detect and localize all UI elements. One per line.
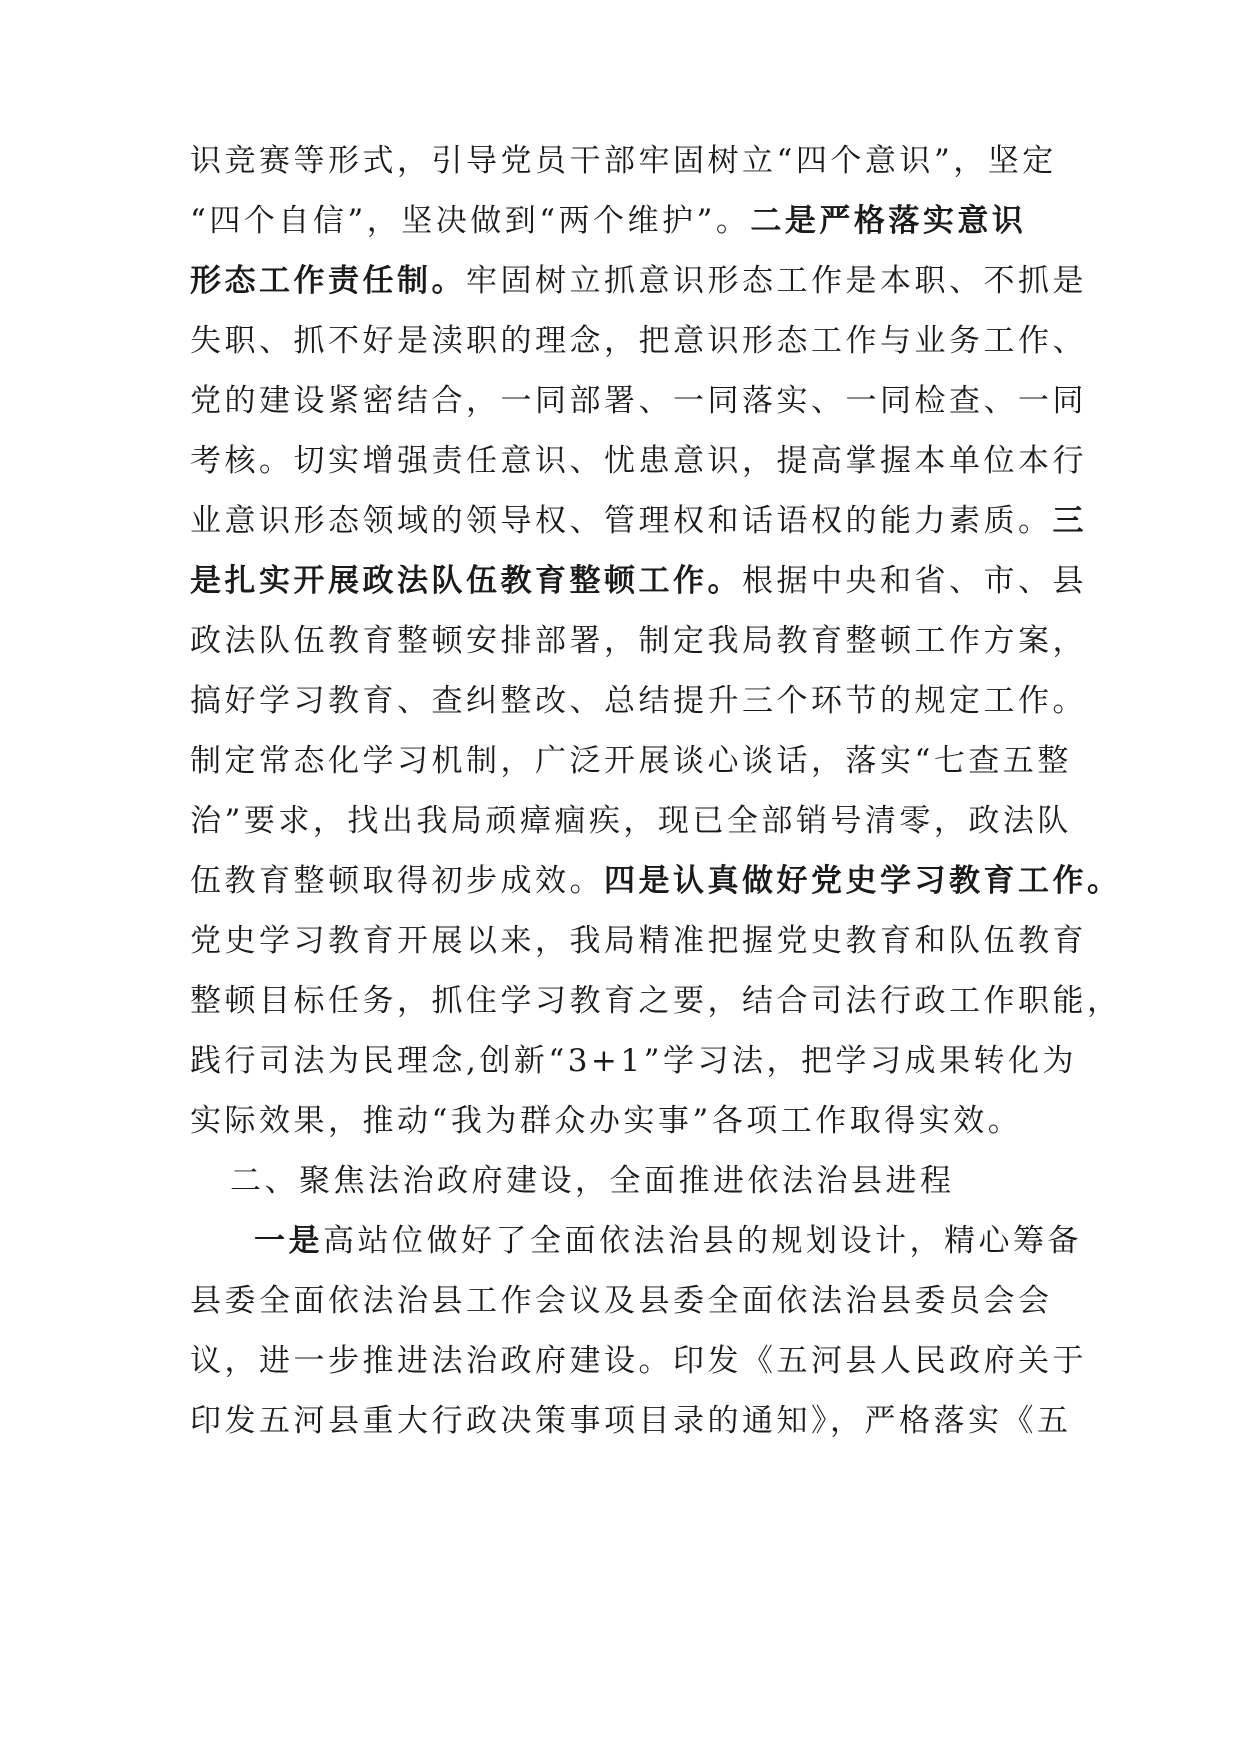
- text-line: [190, 491, 1087, 551]
- text-segment: “四个自信”，坚决做到“两个维护”。: [190, 203, 751, 239]
- text-line: [190, 191, 1052, 251]
- section-heading: 二、聚焦法治政府建设，全面推进依法治县进程: [230, 1163, 955, 1199]
- text-segment: 践行司法为民理念,创新“3+1”学习法，把学习成果转化为: [190, 1043, 1077, 1079]
- text-segment: 整顿目标任务，抓住学习教育之要，结合司法行政工作职能，: [190, 983, 1122, 1019]
- bold-text-segment: 形态工作责任制。: [190, 263, 466, 299]
- text-segment: 党的建设紧密结合，一同部署、一同落实、一同检查、一同: [190, 383, 1087, 419]
- text-line: [190, 671, 1087, 731]
- text-segment: 根据中央和省、市、县: [742, 563, 1087, 599]
- text-segment: 制定常态化学习机制，广泛开展谈心谈话，落实“七查五整: [190, 743, 1072, 779]
- text-line: [190, 731, 1072, 791]
- text-line: [190, 251, 1087, 311]
- bold-text-segment: 是扎实开展政法队伍教育整顿工作。: [190, 563, 742, 599]
- bold-text-segment: 二是严格落实意识: [750, 203, 1027, 239]
- text-segment: 考核。切实增强责任意识、忧患意识，提高掌握本单位本行: [190, 443, 1087, 479]
- text-segment: 政法队伍教育整顿安排部署，制定我局教育整顿工作方案，: [190, 623, 1087, 659]
- paragraph-lines: [190, 1211, 1087, 1451]
- text-line: [190, 371, 1087, 431]
- text-line: [190, 551, 1087, 611]
- text-line: [190, 1031, 1077, 1091]
- bold-text-segment: 四是认真做好党史学习教育工作。: [604, 863, 1122, 899]
- text-segment: 县委全面依法治县工作会议及县委全面依法治县委员会会: [190, 1283, 1053, 1319]
- text-segment: 业意识形态领域的领导权、管理权和话语权的能力素质。: [190, 503, 1053, 539]
- text-line: [190, 1091, 1052, 1151]
- text-segment: 实际效果，推动“我为群众办实事”各项工作取得实效。: [190, 1103, 1023, 1139]
- text-line: [190, 311, 1087, 371]
- bold-text-segment: 一是: [254, 1223, 323, 1259]
- text-line: [190, 1391, 1072, 1451]
- paragraph-lines: [190, 131, 1122, 1151]
- section-heading-block: [190, 1151, 1052, 1211]
- text-segment: 识竞赛等形式，引导党员干部牢固树立“四个意识”，坚定: [190, 143, 1057, 179]
- text-line: [190, 851, 1122, 911]
- text-line: [190, 1271, 1052, 1331]
- text-segment: 牢固树立抓意识形态工作是本职、不抓是: [466, 263, 1087, 299]
- text-segment: 搞好学习教育、查纠整改、总结提升三个环节的规定工作。: [190, 683, 1087, 719]
- paragraph-block-1: [190, 131, 1122, 1151]
- text-line: [190, 971, 1122, 1031]
- text-line: [190, 1211, 1082, 1271]
- text-line: [190, 1331, 1087, 1391]
- text-segment: 失职、抓不好是渎职的理念，把意识形态工作与业务工作、: [190, 323, 1087, 359]
- text-segment: 治”要求，找出我局顽瘴痼疾，现已全部销号清零，政法队: [190, 803, 1072, 839]
- text-line: [190, 431, 1087, 491]
- text-line: [190, 791, 1072, 851]
- text-line: [190, 911, 1087, 971]
- text-segment: 党史学习教育开展以来，我局精准把握党史教育和队伍教育: [190, 923, 1087, 959]
- text-segment: 议，进一步推进法治政府建设。印发《五河县人民政府关于: [190, 1343, 1087, 1379]
- text-segment: 印发五河县重大行政决策事项目录的通知》，严格落实《五: [190, 1403, 1072, 1439]
- text-segment: 伍教育整顿取得初步成效。: [190, 863, 604, 899]
- paragraph-block-2: [190, 1211, 1087, 1451]
- text-line: [190, 611, 1087, 671]
- text-line: [190, 131, 1057, 191]
- text-segment: 高站位做好了全面依法治县的规划设计，精心筹备: [323, 1223, 1082, 1259]
- bold-text-segment: 三: [1052, 503, 1087, 539]
